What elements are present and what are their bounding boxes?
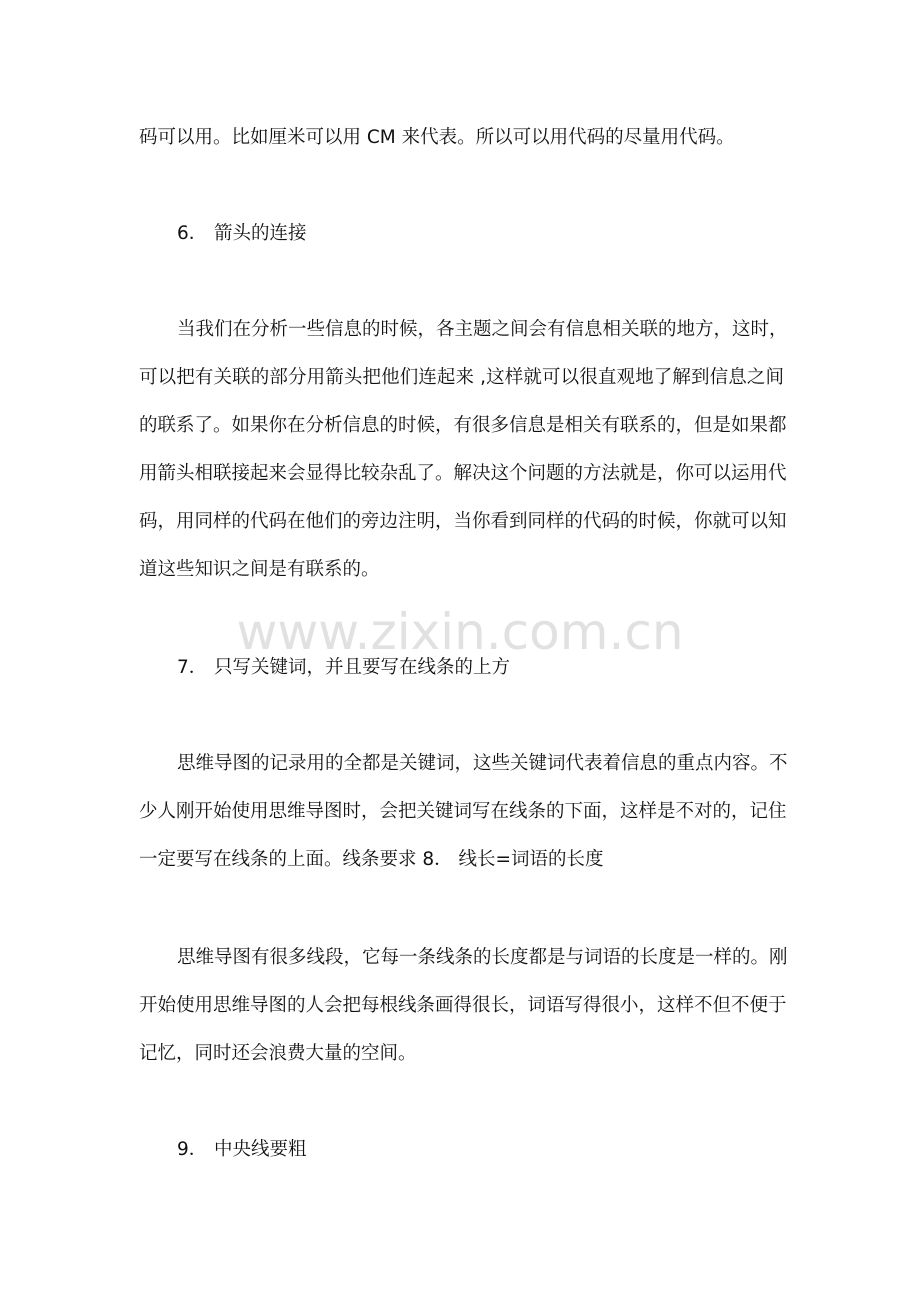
section-heading-6: [177, 222, 307, 246]
paragraph-line: 可以把有关联的部分用箭头把他们连起来 ,这样就可以很直观地了解到信息之间: [139, 367, 784, 388]
paragraph-line: 道这些知识之间是有联系的。: [139, 559, 380, 580]
section-heading-9: [177, 1138, 307, 1162]
paragraph-line: 用箭头相联接起来会显得比较杂乱了。解决这个问题的方法就是，你可以运用代: [139, 463, 787, 484]
paragraph-line: 码，用同样的代码在他们的旁边注明，当你看到同样的代码的时候，你就可以知: [139, 511, 787, 532]
heading-title: 只写关键词，并且要写在线条的上方: [214, 657, 511, 678]
paragraph-line: 当我们在分析一些信息的时候，各主题之间会有信息相关联的地方，这时，: [177, 319, 788, 340]
paragraph-line: 一定要写在线条的上面。线条要求 8． 线长=词语的长度: [139, 849, 604, 870]
heading-number: 6．: [177, 223, 208, 244]
paragraph-line: 码可以用。比如厘米可以用 CM 来代表。所以可以用代码的尽量用代码。: [139, 127, 735, 148]
paragraph-line: 少人刚开始使用思维导图时，会把关键词写在线条的下面，这样是不对的，记住: [139, 801, 787, 822]
paragraph-line: 记忆，同时还会浪费大量的空间。: [139, 1043, 417, 1064]
heading-number: 9．: [177, 1139, 208, 1160]
watermark: www.zixin.com.cn: [236, 603, 684, 661]
paragraph-line: 开始使用思维导图的人会把每根线条画得很长，词语写得很小，这样不但不便于: [139, 995, 787, 1016]
paragraph-line: 思维导图有很多线段，它每一条线条的长度都是与词语的长度是一样的。刚: [177, 947, 788, 968]
section-heading-7: [177, 656, 510, 680]
heading-number: 7．: [177, 657, 208, 678]
paragraph-line: 的联系了。如果你在分析信息的时候，有很多信息是相关有联系的，但是如果都: [139, 415, 787, 436]
heading-title: 中央线要粗: [214, 1139, 307, 1160]
heading-title: 箭头的连接: [214, 223, 307, 244]
paragraph-line: 思维导图的记录用的全都是关键词，这些关键词代表着信息的重点内容。不: [177, 753, 788, 774]
